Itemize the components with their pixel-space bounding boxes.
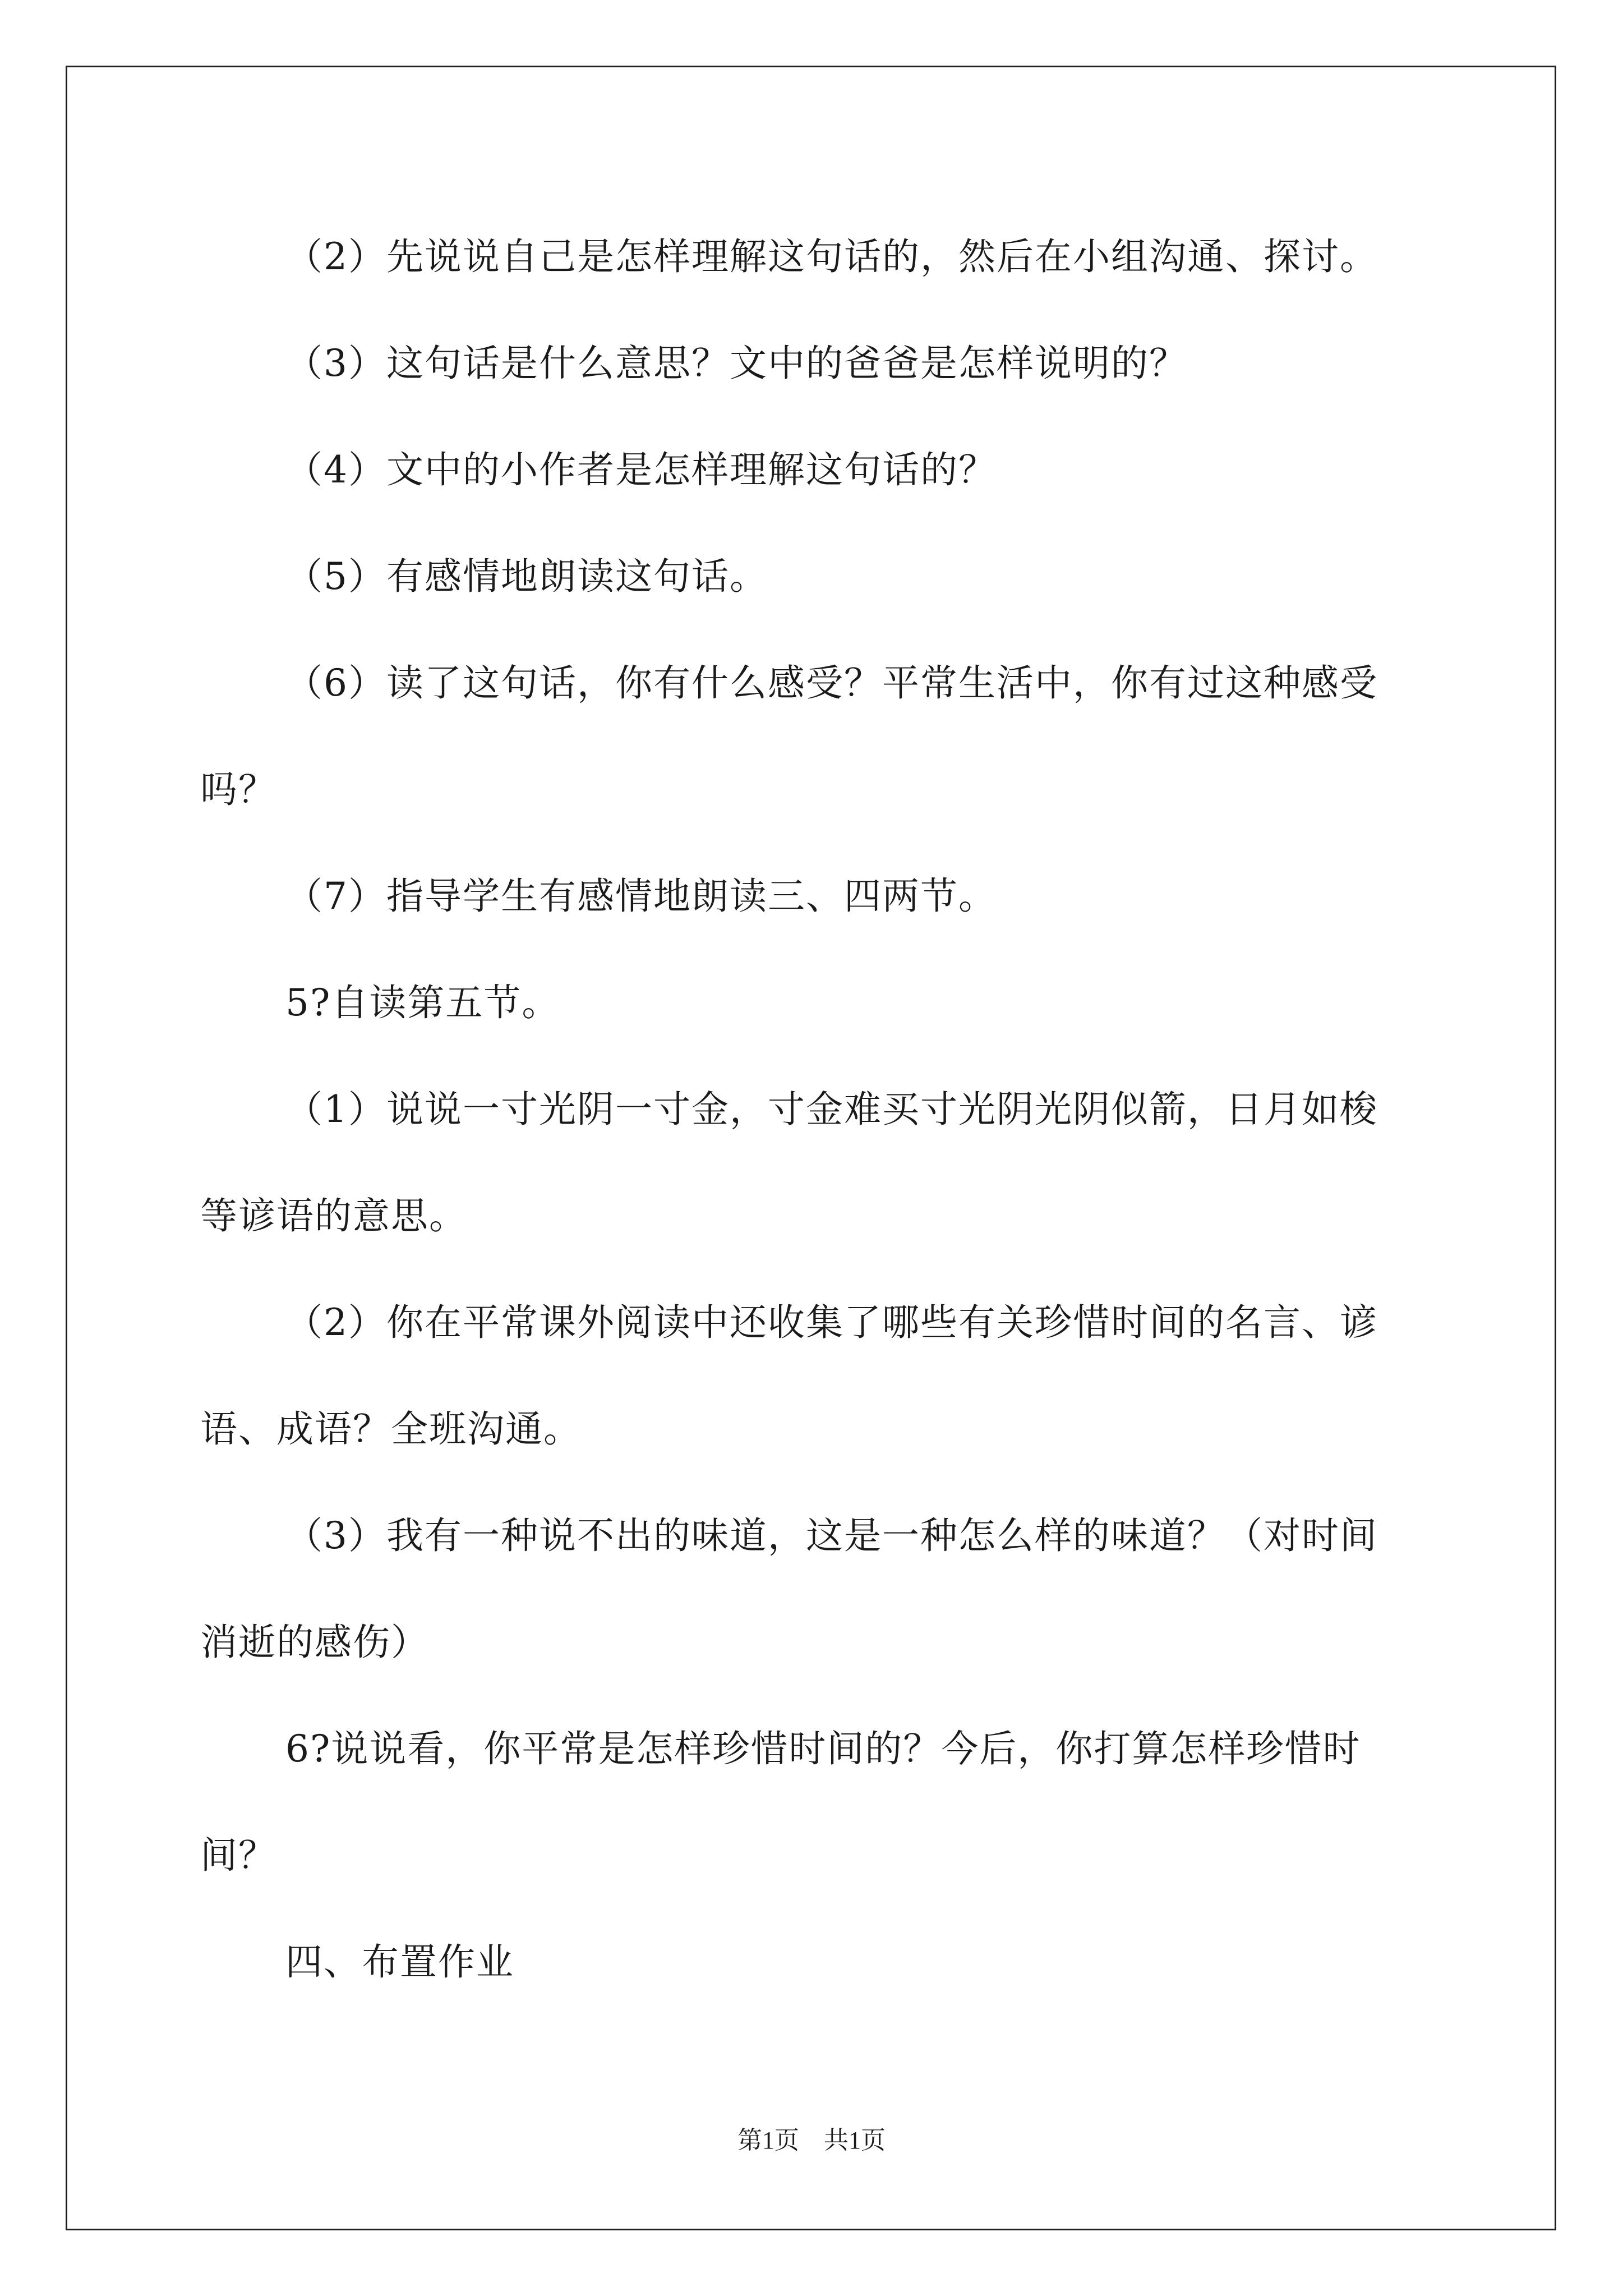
page-border [66,66,1556,2230]
paragraph-line: （1）说说一寸光阴一寸金，寸金难买寸光阴光阴似箭，日月如梭 [285,1088,1378,1131]
page-total: 共1页 [824,2127,886,2154]
paragraph-line: （4）文中的小作者是怎样理解这句话的？ [285,448,997,491]
paragraph-line: （7）指导学生有感情地朗读三、四两节。 [285,875,997,918]
paragraph-line: 间？ [200,1834,276,1877]
paragraph-line: 等谚语的意思。 [200,1194,467,1237]
paragraph-line: （6）读了这句话，你有什么感受？平常生活中，你有过这种感受 [285,661,1378,705]
page-number: 第1页 [737,2127,799,2154]
section-heading: 5?自读第五节。 [285,981,560,1024]
paragraph-line: （3）我有一种说不出的味道，这是一种怎么样的味道？（对时间 [285,1514,1378,1557]
paragraph-line: 吗？ [200,768,276,811]
section-heading: 四、布置作业 [285,1940,514,1984]
paragraph-line: （2）你在平常课外阅读中还收集了哪些有关珍惜时间的名言、谚 [285,1301,1378,1344]
page-footer [0,2125,1623,2156]
paragraph-line: （3）这句话是什么意思？文中的爸爸是怎样说明的？ [285,342,1187,385]
paragraph-line: （2）先说说自己是怎样理解这句话的，然后在小组沟通、探讨。 [285,235,1378,278]
section-heading: 6?说说看，你平常是怎样珍惜时间的？今后，你打算怎样珍惜时 [285,1727,1361,1770]
paragraph-line: 消逝的感伤） [200,1621,429,1664]
paragraph-line: （5）有感情地朗读这句话。 [285,555,768,598]
paragraph-line: 语、成语？全班沟通。 [200,1407,582,1451]
